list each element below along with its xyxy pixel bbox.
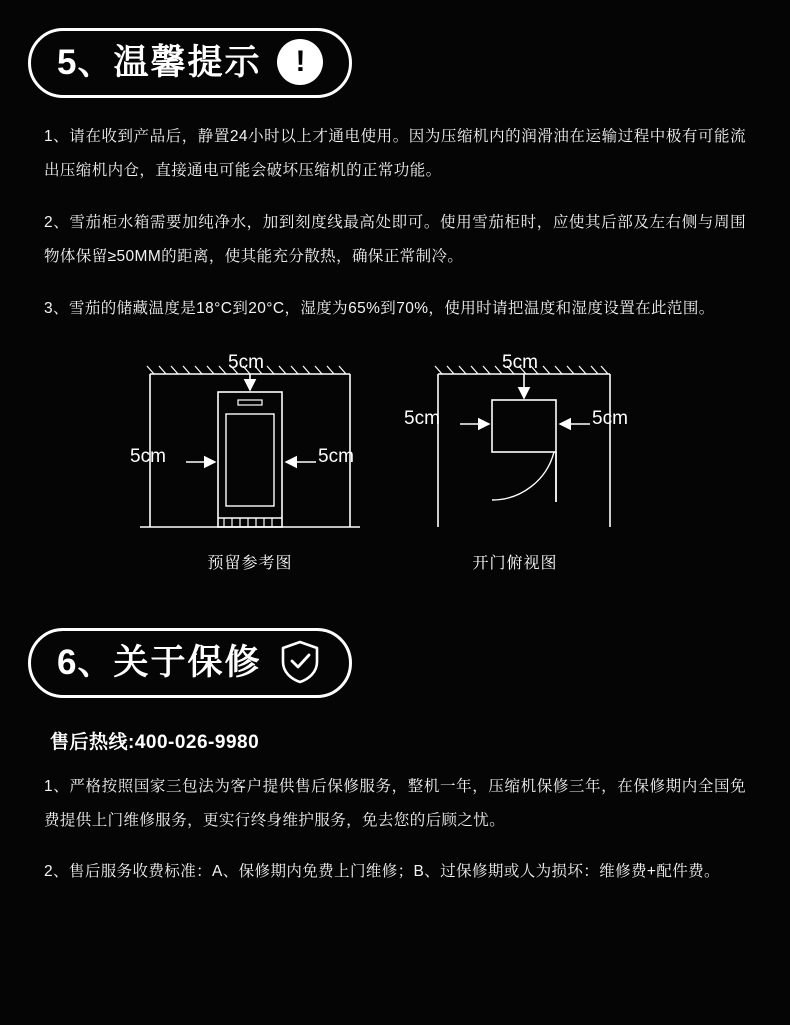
clearance-diagrams <box>120 352 680 597</box>
after-sales-hotline: 售后热线:400-026-9980 <box>50 732 260 753</box>
section-title: 温馨提示 <box>113 42 262 82</box>
exclamation-circle-icon <box>277 39 323 85</box>
section-header-5 <box>28 28 352 98</box>
section-number: 6、 <box>57 642 114 682</box>
shield-check-icon <box>277 639 323 685</box>
section-number: 5、 <box>57 42 114 82</box>
tip-paragraph-3: 3、雪茄的储藏温度是18°C到20°C，湿度为65%到70%，使用时请把温度和湿度设置在此范围。 <box>44 300 715 317</box>
right-diagram-caption: 开门俯视图 <box>472 555 558 572</box>
warranty-paragraph-1: 1、严格按照国家三包法为客户提供售后保修服务，整机一年，压缩机保修三年，在保修期内全国免费提供上门维修服务，更实行终身维护服务，免去您的后顾之忧。 <box>44 778 746 829</box>
right-diagram-right-label: 5cm <box>592 408 628 429</box>
exclamation-mark: ! <box>277 39 323 85</box>
left-diagram-caption: 预留参考图 <box>207 555 293 572</box>
left-diagram-left-label: 5cm <box>130 446 166 467</box>
shield-check-glyph <box>279 639 321 685</box>
left-diagram-top-label: 5cm <box>228 352 264 373</box>
warranty-paragraph-2: 2、售后服务收费标准：A、保修期内免费上门维修；B、过保修期或人为损坏：维修费+配件费。 <box>44 863 720 880</box>
section-header-6 <box>28 628 352 698</box>
left-diagram-right-label: 5cm <box>318 446 354 467</box>
section-title: 关于保修 <box>113 642 262 682</box>
right-diagram-left-label: 5cm <box>404 408 440 429</box>
tip-paragraph-1: 1、请在收到产品后，静置24小时以上才通电使用。因为压缩机内的润滑油在运输过程中极有可能流出压缩机内仓，直接通电可能会破坏压缩机的正常功能。 <box>44 128 746 179</box>
tip-paragraph-2: 2、雪茄柜水箱需要加纯净水，加到刻度线最高处即可。使用雪茄柜时，应使其后部及左右侧与周围物体保留≥50MM的距离，使其能充分散热，确保正常制冷。 <box>44 214 746 265</box>
right-diagram-top-label: 5cm <box>502 352 538 373</box>
